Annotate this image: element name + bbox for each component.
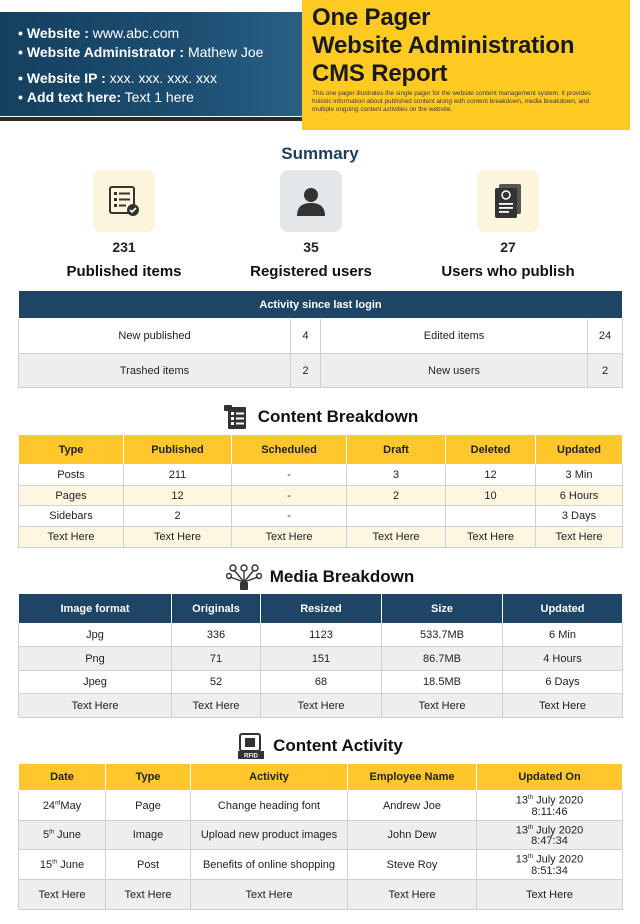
summary-title: Summary [281,144,359,163]
document-check-icon [93,170,155,232]
media-breakdown-table [18,593,623,718]
table-row: 5th June Image Upload new product images John Dew 13th July 2020 8:47:34 [19,821,623,850]
activity-table [18,290,623,388]
report-description: This one pager illustrates the single pager for the website content management system. It provides holistic information about published content along with content breakdown, media breakdown, and multiple ongoing content activities on the website. [312,90,591,113]
table-row: Text Here Text Here Text Here Text Here Text Here [19,694,623,718]
table-row: New published 4 Edited items 24 [19,319,623,354]
report-title: One Pager Website Administration CMS Report [312,4,575,87]
table-header-row: Type Published Scheduled Draft Deleted Updated [19,435,623,465]
stat-label: Published items [66,263,182,280]
content-breakdown-title: Content Breakdown [257,407,419,426]
stat-label: Registered users [250,263,372,280]
rfid-tag-icon [237,732,265,760]
info-line-add-text: • Add text here: Text 1 here [18,89,194,105]
info-line-ip: • Website IP : xxx. xxx. xxx. xxx [18,70,217,86]
report-header [0,0,640,116]
table-row: Posts 211 - 3 12 3 Min [19,465,623,486]
title-panel [302,0,630,130]
table-row: Png 71 151 86.7MB 4 Hours [19,647,623,671]
table-row: Jpeg 52 68 18.5MB 6 Days [19,671,623,694]
rfid-label: RFID [244,753,259,760]
content-activity-title: Content Activity [273,736,403,755]
media-breakdown-title: Media Breakdown [269,567,415,586]
table-row: 24rdMay Page Change heading font Andrew Joe 13th July 2020 8:11:46 [19,791,623,821]
content-activity-heading [0,732,640,760]
content-breakdown-table [18,434,623,548]
table-row: 15th June Post Benefits of online shopping Steve Roy 13th July 2020 8:51:34 [19,850,623,880]
table-header-row: Image format Originals Resized Size Updated [19,594,623,624]
table-row: Jpg 336 1123 533.7MB 6 Min [19,624,623,647]
activity-table-header: Activity since last login [19,291,623,319]
stat-value: 231 [112,239,136,255]
stat-value: 27 [500,239,516,255]
stat-registered-users [211,170,411,280]
table-row: Text Here Text Here Text Here Text Here Text Here [19,880,623,910]
stat-value: 35 [303,239,319,255]
content-breakdown-heading [0,403,640,431]
media-breakdown-heading [0,562,640,592]
table-header-row: Date Type Activity Employee Name Updated On [19,764,623,791]
media-network-icon [226,562,262,592]
website-info-panel [0,12,302,116]
stat-published-items [24,170,224,280]
stat-users-who-publish [408,170,608,280]
user-icon [280,170,342,232]
stat-label: Users who publish [441,263,575,280]
table-row: Trashed items 2 New users 2 [19,354,623,388]
info-line-website: • Website : www.abc.com [18,25,180,41]
header-divider [0,117,302,121]
info-line-administrator: • Website Administrator : Mathew Joe [18,44,264,60]
table-row: Text Here Text Here Text Here Text Here Text Here Text Here [19,527,623,548]
table-row: Sidebars 2 - 3 Days [19,506,623,527]
table-row: Pages 12 - 2 10 6 Hours [19,486,623,506]
content-list-icon [222,403,250,431]
content-activity-table [18,763,623,910]
profile-document-icon [477,170,539,232]
